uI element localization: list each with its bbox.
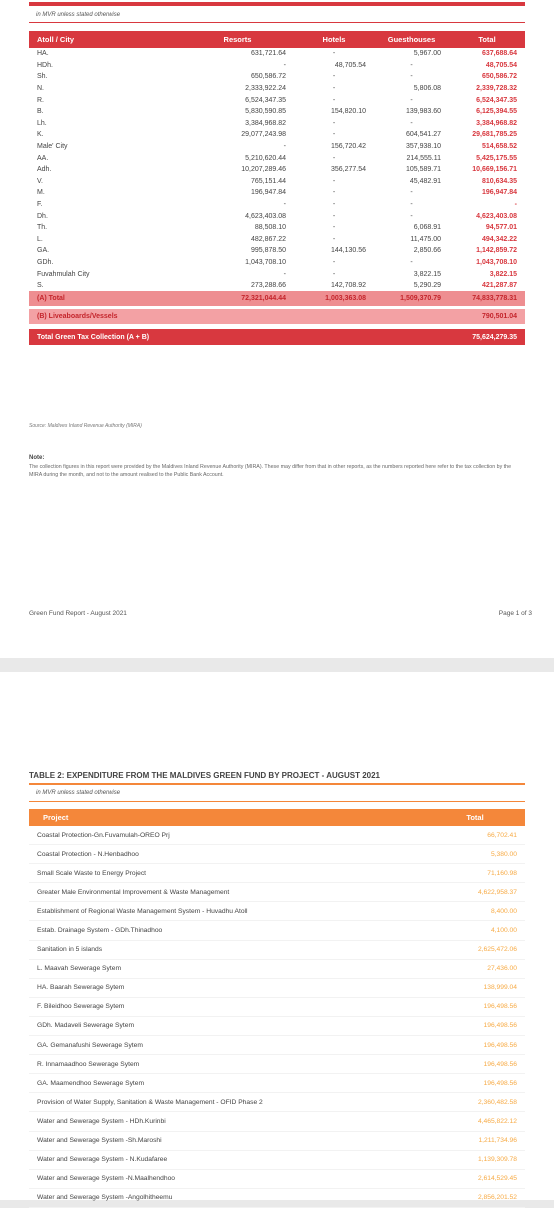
project-total-cell: 2,614,529.45	[425, 1169, 525, 1188]
atoll-cell: V.	[37, 177, 43, 185]
table-row	[29, 71, 525, 83]
project-total-cell: 196,498.56	[425, 997, 525, 1016]
resorts-cell: 1,043,708.10	[245, 258, 286, 266]
resorts-cell: 3,384,968.82	[245, 119, 286, 127]
liveaboards-label: (B) Liveaboards/Vessels	[29, 308, 449, 327]
project-total-cell: 138,999.04	[425, 978, 525, 997]
table-row	[29, 845, 525, 864]
total-cell: 810,634.35	[481, 177, 517, 185]
table-row	[29, 978, 525, 997]
atoll-cell: R.	[37, 96, 44, 104]
resorts-cell: 5,830,590.85	[245, 108, 286, 116]
note-text: The collection figures in this report were provided by the Maldives Inland Revenue Authority (MIRA). These may differ from that in other reports, as the numbers reported here refer to the tax collection by the MIRA during the month, and not to the amount realised to the Public Bank Account.	[29, 464, 512, 478]
unit-caption: in MVR unless stated otherwise	[36, 12, 121, 18]
project-cell: F. Bileidhoo Sewerage Sytem	[29, 997, 425, 1016]
atoll-cell: N.	[37, 85, 44, 93]
hotels-cell: -	[332, 235, 336, 243]
guesthouses-cell: -	[410, 212, 413, 220]
table-row	[29, 902, 525, 921]
atoll-cell: Sh.	[37, 73, 48, 81]
total-cell: 421,287.87	[481, 282, 517, 290]
hotels-cell: 142,708.92	[330, 282, 366, 290]
resorts-cell: 10,207,289.46	[241, 166, 286, 174]
resorts-cell: 273,288.66	[250, 282, 286, 290]
table-row	[29, 959, 525, 978]
hotels-cell: -	[332, 131, 336, 139]
col-header-resorts: Resorts	[149, 31, 294, 48]
liveaboards-total: 790,501.04	[449, 308, 525, 327]
project-cell: Provision of Water Supply, Sanitation & Waste Management - OFID Phase 2	[29, 1093, 425, 1112]
unit-caption-2: in MVR unless stated otherwise	[36, 790, 121, 796]
caption-rule-2	[29, 801, 525, 802]
hotels-cell: -	[332, 96, 336, 104]
project-cell: GA. Gemanafushi Sewerage Sytem	[29, 1036, 425, 1055]
resorts-cell: 995,878.50	[250, 247, 286, 255]
hotels-cell: -	[332, 154, 336, 162]
atoll-cell: GDh.	[37, 258, 54, 266]
total-cell: 94,577.01	[485, 224, 517, 232]
atoll-cell: K.	[37, 131, 44, 139]
total-resorts: 72,321,044.44	[149, 291, 294, 308]
project-total-cell: 27,436.00	[425, 959, 525, 978]
resorts-cell: 4,623,403.08	[245, 212, 286, 220]
table-row	[29, 997, 525, 1016]
table-title-bar	[29, 2, 525, 6]
project-cell: Water and Sewerage System -N.Maalhendhoo	[29, 1169, 425, 1188]
project-cell: Coastal Protection - N.Henbadhoo	[29, 845, 425, 864]
note-title: Note:	[29, 455, 45, 461]
hotels-cell: -	[332, 224, 336, 232]
table-row	[29, 1169, 525, 1188]
project-cell: GA. Maamendhoo Sewerage Sytem	[29, 1074, 425, 1093]
table-row	[29, 1036, 525, 1055]
hotels-cell: 156,720.42	[330, 143, 366, 151]
total-cell: 494,342.22	[481, 235, 517, 243]
total-cell: 29,681,785.25	[472, 131, 517, 139]
guesthouses-cell: 604,541.27	[405, 131, 441, 139]
resorts-cell: 765,151.44	[250, 177, 286, 185]
hotels-cell: -	[332, 189, 336, 197]
atoll-cell: L.	[37, 235, 43, 243]
table-header-row	[29, 809, 525, 826]
total-cell: 514,658.52	[481, 143, 517, 151]
col-header-total: Total	[425, 809, 525, 826]
project-cell: Estab. Drainage System - GDh.Thinadhoo	[29, 921, 425, 940]
atoll-cell: Fuvahmulah City	[37, 270, 90, 278]
project-cell: HA. Baarah Sewerage Sytem	[29, 978, 425, 997]
project-cell: Water and Sewerage System - HDh.Kurinbi	[29, 1112, 425, 1131]
atoll-cell: S.	[37, 282, 44, 290]
guesthouses-cell: 357,938.10	[405, 143, 441, 151]
total-cell: 3,822.15	[489, 270, 517, 278]
report-page-2	[0, 672, 554, 1200]
table-header-row	[29, 31, 525, 48]
total-cell: 637,688.64	[481, 50, 517, 58]
project-total-cell: 1,139,309.78	[425, 1150, 525, 1169]
table-row	[29, 60, 525, 72]
resorts-cell: -	[283, 143, 286, 151]
guesthouses-cell: -	[410, 258, 413, 266]
total-cell: 10,669,156.71	[472, 166, 517, 174]
hotels-cell: 144,130.56	[330, 247, 366, 255]
project-total-cell: 196,498.56	[425, 1055, 525, 1074]
liveaboards-row	[29, 308, 525, 327]
guesthouses-cell: 105,589.71	[405, 166, 441, 174]
table-row	[29, 826, 525, 845]
guesthouses-cell: -	[410, 61, 413, 69]
resorts-cell: -	[283, 270, 286, 278]
project-cell: Water and Sewerage System -Sh.Maroshi	[29, 1131, 425, 1150]
guesthouses-cell: 5,806.08	[413, 85, 441, 93]
project-total-cell: 196,498.56	[425, 1016, 525, 1035]
table-row	[29, 187, 525, 199]
atoll-cell: AA.	[37, 154, 49, 162]
guesthouses-cell: -	[410, 119, 413, 127]
hotels-cell: 48,705.54	[334, 61, 366, 69]
table-row	[29, 199, 525, 211]
hotels-cell: 356,277.54	[330, 166, 366, 174]
resorts-cell: 2,333,922.24	[245, 85, 286, 93]
atoll-cell: Adh.	[37, 166, 52, 174]
project-cell: Water and Sewerage System -Angolhitheemu	[29, 1188, 425, 1207]
guesthouses-cell: -	[410, 201, 413, 209]
table-row	[29, 141, 525, 153]
atoll-cell: M.	[37, 189, 45, 197]
resorts-cell: -	[283, 201, 286, 209]
total-cell: 1,043,708.10	[476, 258, 517, 266]
project-total-cell: 1,211,734.96	[425, 1131, 525, 1150]
hotels-cell: -	[332, 258, 336, 266]
table-row	[29, 280, 525, 292]
table-row	[29, 864, 525, 883]
table-row	[29, 1188, 525, 1207]
table-row	[29, 1131, 525, 1150]
project-total-cell: 2,360,482.58	[425, 1093, 525, 1112]
resorts-cell: 631,721.64	[250, 50, 286, 58]
guesthouses-cell: 45,482.91	[409, 177, 441, 185]
project-cell: L. Maavah Sewerage Sytem	[29, 959, 425, 978]
project-total-cell: 4,622,958.37	[425, 883, 525, 902]
hotels-cell: -	[332, 85, 336, 93]
table-row	[29, 1093, 525, 1112]
project-cell: Small Scale Waste to Energy Project	[29, 864, 425, 883]
atoll-cell: Dh.	[37, 212, 48, 220]
total-cell: 2,339,728.32	[476, 85, 517, 93]
guesthouses-cell: 5,967.00	[413, 50, 441, 58]
guesthouses-cell: 6,068.91	[413, 224, 441, 232]
project-cell: Coastal Protection-Gn.Fuvamulah-OREO Prj	[29, 826, 425, 845]
atoll-cell: B.	[37, 108, 44, 116]
col-header-atoll: Atoll / City	[29, 31, 149, 48]
hotels-cell: -	[332, 73, 336, 81]
title-rule	[29, 783, 525, 785]
footer-page-number: Page 1 of 3	[498, 610, 532, 617]
project-total-cell: 4,100.00	[425, 921, 525, 940]
table-row	[29, 129, 525, 141]
resorts-cell: 29,077,243.98	[241, 131, 286, 139]
guesthouses-cell: 5,290.29	[413, 282, 441, 290]
table-row	[29, 1112, 525, 1131]
project-cell: Water and Sewerage System - N.Kudafaree	[29, 1150, 425, 1169]
total-hotels: 1,003,363.08	[294, 291, 374, 308]
atoll-cell: Male' City	[37, 143, 68, 151]
project-total-cell: 8,400.00	[425, 902, 525, 921]
table-row	[29, 1016, 525, 1035]
total-cell: 650,586.72	[481, 73, 517, 81]
project-cell: Establishment of Regional Waste Management System - Huvadhu Atoll	[29, 902, 425, 921]
total-cell: 4,623,403.08	[476, 212, 517, 220]
total-guesthouses: 1,509,370.79	[374, 291, 449, 308]
hotels-cell: -	[332, 177, 336, 185]
hotels-cell: -	[332, 201, 336, 209]
table-row	[29, 94, 525, 106]
guesthouses-cell: -	[410, 73, 413, 81]
atoll-cell: Lh.	[37, 119, 47, 127]
project-cell: Greater Male Environmental Improvement & Waste Management	[29, 883, 425, 902]
total-cell: 196,947.84	[481, 189, 517, 197]
guesthouses-cell: 2,850.66	[413, 247, 441, 255]
guesthouses-cell: -	[410, 96, 413, 104]
table-row	[29, 268, 525, 280]
total-cell: 3,384,968.82	[476, 119, 517, 127]
total-cell: 1,142,859.72	[476, 247, 517, 255]
project-cell: Sanitation in 5 islands	[29, 940, 425, 959]
atoll-cell: F.	[37, 201, 43, 209]
hotels-cell: -	[332, 212, 336, 220]
project-total-cell: 2,856,201.52	[425, 1188, 525, 1207]
table-row	[29, 210, 525, 222]
hotels-cell: -	[332, 270, 336, 278]
table-row	[29, 245, 525, 257]
resorts-cell: 482,867.22	[250, 235, 286, 243]
col-header-total: Total	[449, 31, 525, 48]
project-total-cell: 4,465,822.12	[425, 1112, 525, 1131]
project-total-cell: 66,702.41	[425, 826, 525, 845]
table-row	[29, 152, 525, 164]
guesthouses-cell: 3,822.15	[413, 270, 441, 278]
green-tax-table	[29, 31, 525, 345]
guesthouses-cell: -	[410, 189, 413, 197]
grand-total-value: 75,624,279.35	[449, 327, 525, 346]
table-row	[29, 1074, 525, 1093]
atoll-cell: HA.	[37, 50, 49, 58]
total-cell: 5,425,175.55	[476, 154, 517, 162]
table-row	[29, 234, 525, 246]
resorts-cell: 196,947.84	[250, 189, 286, 197]
resorts-cell: 650,586.72	[250, 73, 286, 81]
total-cell: -	[514, 201, 517, 209]
grand-total-row	[29, 327, 525, 346]
table-row	[29, 222, 525, 234]
table-row	[29, 257, 525, 269]
col-header-project: Project	[29, 809, 425, 826]
source-note: Source: Maldives Inland Revenue Authority (MIRA)	[29, 423, 142, 429]
table-row	[29, 1055, 525, 1074]
total-cell: 48,705.54	[485, 61, 517, 69]
total-total: 74,833,778.31	[449, 291, 525, 308]
total-label: (A) Total	[29, 291, 149, 308]
table-row	[29, 921, 525, 940]
table-row	[29, 176, 525, 188]
table-2-title: TABLE 2: EXPENDITURE FROM THE MALDIVES GREEN FUND BY PROJECT - AUGUST 2021	[29, 771, 381, 780]
project-total-cell: 71,160.98	[425, 864, 525, 883]
atoll-cell: GA.	[37, 247, 50, 255]
table-row	[29, 1150, 525, 1169]
table-row	[29, 118, 525, 130]
resorts-cell: -	[283, 61, 286, 69]
project-total-cell: 2,625,472.06	[425, 940, 525, 959]
project-cell: R. Innamaadhoo Sewerage Sytem	[29, 1055, 425, 1074]
resorts-cell: 5,210,620.44	[245, 154, 286, 162]
resorts-cell: 6,524,347.35	[245, 96, 286, 104]
table-row	[29, 83, 525, 95]
project-total-cell: 196,498.56	[425, 1074, 525, 1093]
total-cell: 6,524,347.35	[476, 96, 517, 104]
table-row	[29, 164, 525, 176]
atoll-cell: HDh.	[37, 61, 53, 69]
total-cell: 6,125,394.55	[476, 108, 517, 116]
total-a-row	[29, 291, 525, 308]
table-row	[29, 883, 525, 902]
table-row	[29, 940, 525, 959]
col-header-guesthouses: Guesthouses	[374, 31, 449, 48]
grand-total-label: Total Green Tax Collection (A + B)	[29, 327, 449, 346]
caption-rule	[29, 22, 525, 23]
guesthouses-cell: 11,475.00	[410, 235, 441, 243]
guesthouses-cell: 214,555.11	[406, 154, 441, 162]
project-cell: GDh. Madaveli Sewerage Sytem	[29, 1016, 425, 1035]
guesthouses-cell: 139,983.60	[405, 108, 441, 116]
col-header-hotels: Hotels	[294, 31, 374, 48]
expenditure-table	[29, 809, 525, 1208]
footer-report-name: Green Fund Report - August 2021	[29, 610, 127, 617]
table-row	[29, 48, 525, 60]
project-total-cell: 5,380.00	[425, 845, 525, 864]
atoll-cell: Th.	[37, 224, 48, 232]
resorts-cell: 88,508.10	[254, 224, 286, 232]
table-row	[29, 106, 525, 118]
project-total-cell: 196,498.56	[425, 1036, 525, 1055]
hotels-cell: -	[332, 119, 336, 127]
hotels-cell: 154,820.10	[330, 108, 366, 116]
hotels-cell: -	[332, 50, 336, 58]
